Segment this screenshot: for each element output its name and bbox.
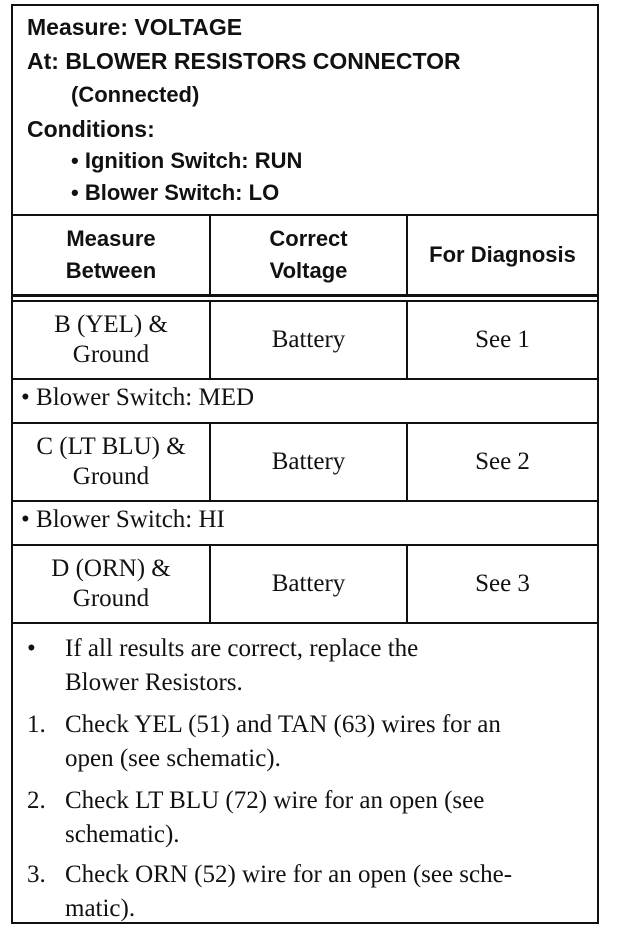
column-header-for-diagnosis: For Diagnosis bbox=[429, 242, 576, 267]
measure-label: Measure: VOLTAGE bbox=[27, 14, 243, 40]
table-row-c-between: C (LT BLU) & Ground bbox=[36, 433, 186, 490]
table-row-c-diagnosis: See 2 bbox=[475, 448, 530, 475]
table-row-d-diagnosis: See 3 bbox=[475, 570, 530, 597]
table-row-b-voltage: Battery bbox=[271, 326, 346, 353]
divider bbox=[13, 378, 597, 380]
table-row-d-between: D (ORN) & Ground bbox=[51, 555, 171, 612]
divider bbox=[13, 622, 597, 624]
condition-row-hi: • Blower Switch: HI bbox=[21, 506, 225, 533]
location-sublabel: (Connected) bbox=[71, 82, 200, 107]
divider bbox=[13, 500, 597, 502]
bullet-icon: • bbox=[71, 148, 79, 173]
table-row-b-diagnosis: See 1 bbox=[475, 326, 530, 353]
condition-item: • Ignition Switch: RUN bbox=[71, 148, 303, 173]
location-label: At: BLOWER RESISTORS CONNECTOR bbox=[27, 48, 461, 74]
column-header-measure-between: Measure Between bbox=[65, 226, 157, 283]
bullet-icon: • bbox=[21, 506, 30, 533]
test-header bbox=[13, 6, 597, 214]
bullet-icon: • bbox=[21, 384, 30, 411]
table-row-c-voltage: Battery bbox=[271, 448, 346, 475]
note-number: 1. bbox=[27, 711, 46, 738]
note-number: 2. bbox=[27, 787, 46, 814]
condition-item: • Blower Switch: LO bbox=[71, 180, 280, 205]
condition-row-med: • Blower Switch: MED bbox=[21, 384, 255, 411]
table-row-b-between: B (YEL) & Ground bbox=[54, 311, 168, 368]
note-number: 3. bbox=[27, 861, 46, 888]
bullet-icon: • bbox=[27, 635, 36, 662]
table-row-d-voltage: Battery bbox=[271, 570, 346, 597]
diagnostic-card: Measure: VOLTAGE At: BLOWER RESISTORS CONNECTOR (Connected) Conditions: • Ignition Switch: RUN • Blower Switch: LO Measure Between Correct Voltage For Diagnosis B (YEL) & Ground Battery See 1 • Blower Switch: MED C (LT BLU) & Ground Battery See 2 • Blower Switch: HI D (ORN) & Ground Battery See 3 • If all results are correct, replace the Blower Resistors. 1. Check YEL (51) and TAN (63) wires for an open (see schematic). 2. Check LT BLU (72) wire for an open (see schematic). 3. Check ORN (52) wire for an open (see sche- matic). bbox=[11, 4, 599, 924]
conditions-label: Conditions: bbox=[27, 116, 155, 142]
bullet-icon: • bbox=[71, 180, 79, 205]
column-header-correct-voltage: Correct Voltage bbox=[269, 226, 348, 283]
divider bbox=[13, 294, 597, 297]
